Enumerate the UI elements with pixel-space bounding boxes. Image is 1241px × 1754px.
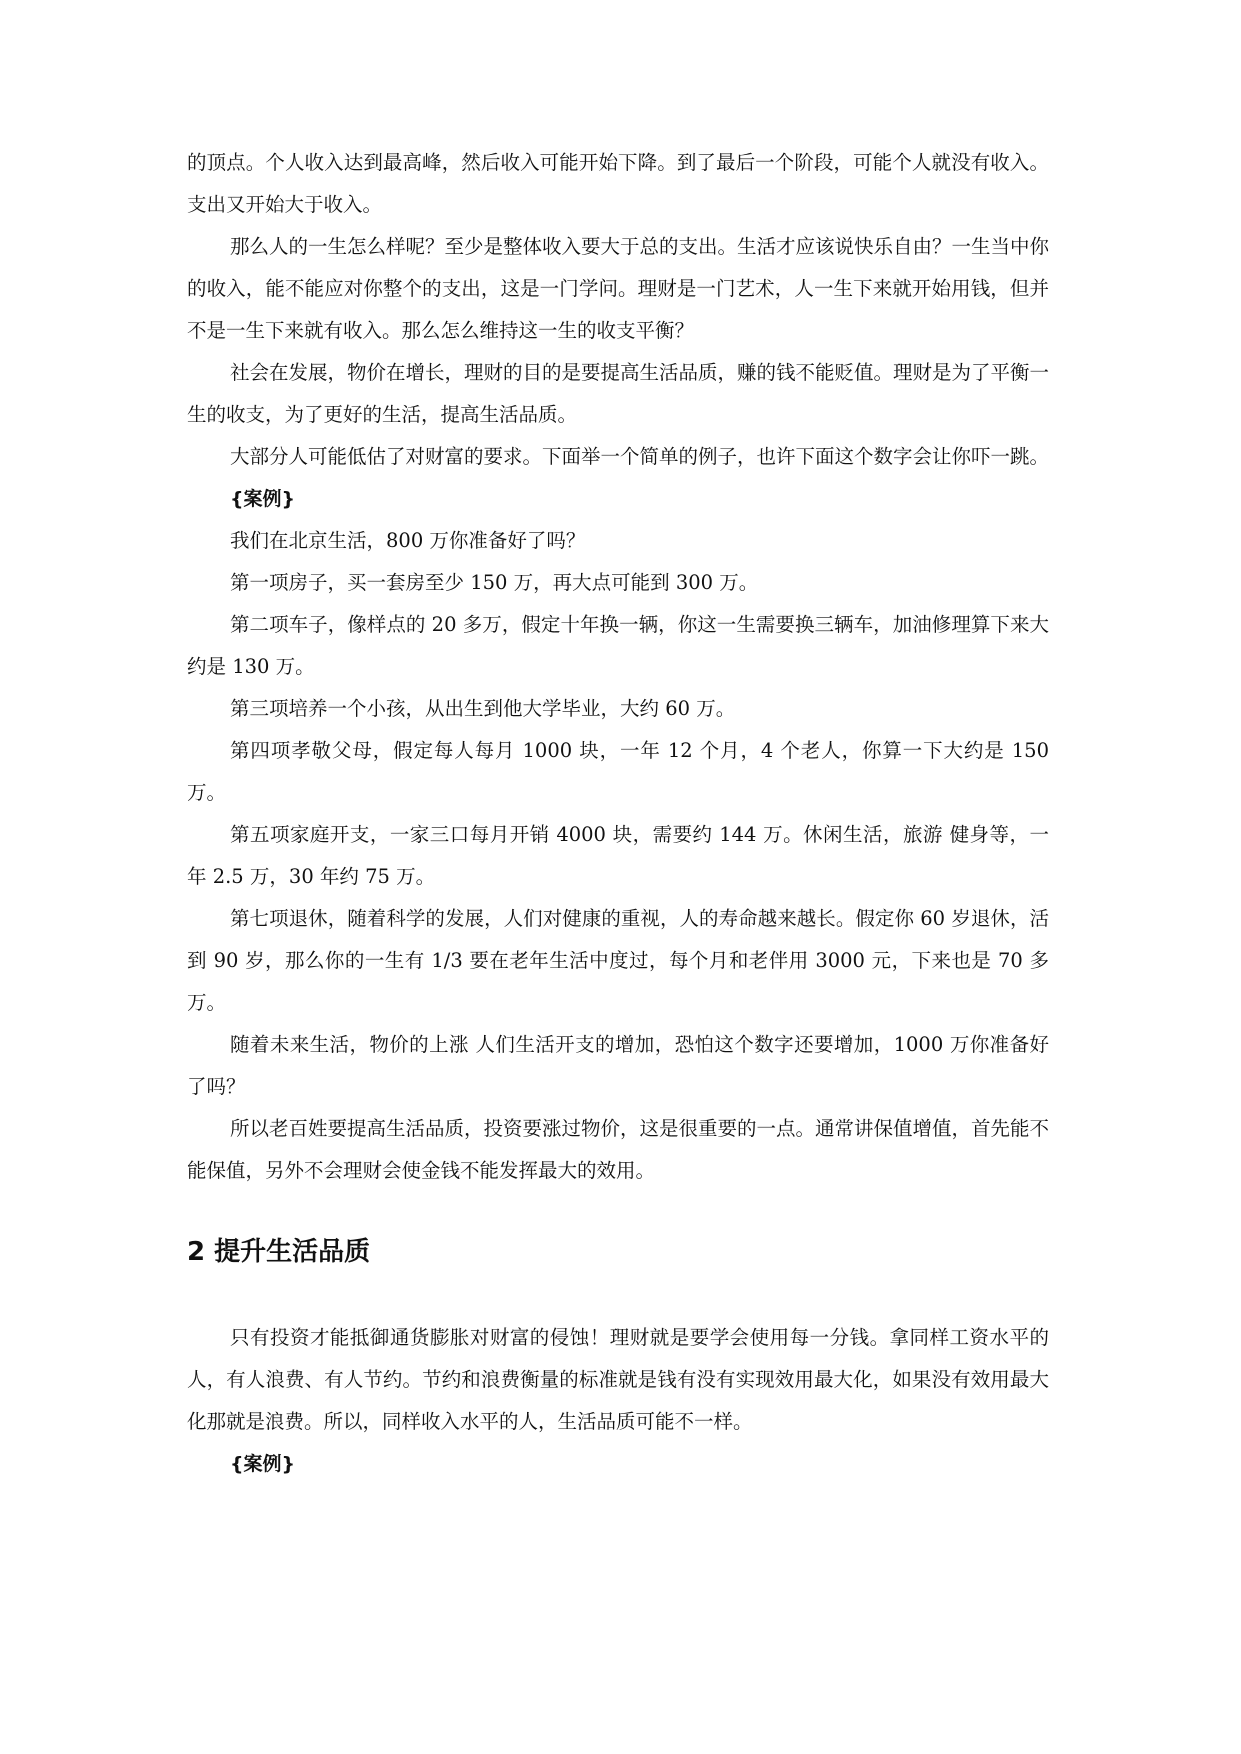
case-paragraph: 我们在北京生活，800 万你准备好了吗？ <box>230 529 586 552</box>
case-paragraph: 第一项房子，买一套房至少 150 万，再大点可能到 300 万。 <box>230 571 759 594</box>
section-title: 2 提升生活品质 <box>187 1237 371 1267</box>
body-paragraph: 大部分人可能低估了对财富的要求。下面举一个简单的例子，也许下面这个数字会让你吓一跳。 <box>230 445 1050 468</box>
case-label: {案例} <box>230 488 296 510</box>
case-paragraph: 所以老百姓要提高生活品质，投资要涨过物价，这是很重要的一点。通常讲保值增值，首先能不能保值，另外不会理财会使金钱不能发挥最大的效用。 <box>187 1117 1050 1182</box>
body-paragraph: 社会在发展，物价在增长，理财的目的是要提高生活品质，赚的钱不能贬值。理财是为了平衡一生的收支，为了更好的生活，提高生活品质。 <box>187 361 1050 426</box>
document-page <box>187 142 1049 1485</box>
case-paragraph: 第四项孝敬父母，假定每人每月 1000 块，一年 12 个月，4 个老人，你算一下大约是 150 万。 <box>187 739 1049 804</box>
body-paragraph: 的顶点。个人收入达到最高峰，然后收入可能开始下降。到了最后一个阶段，可能个人就没有收入。支出又开始大于收入。 <box>187 151 1049 216</box>
case-paragraph: 第七项退休，随着科学的发展，人们对健康的重视，人的寿命越来越长。假定你 60 岁退休，活到 90 岁，那么你的一生有 1/3 要在老年生活中度过，每个月和老伴用 3000 元，下来也是 70 多万。 <box>187 907 1049 1014</box>
case-paragraph: 第二项车子，像样点的 20 多万，假定十年换一辆，你这一生需要换三辆车，加油修理算下来大约是 130 万。 <box>187 613 1049 678</box>
case-paragraph: 第五项家庭开支，一家三口每月开销 4000 块，需要约 144 万。休闲生活，旅游 健身等，一年 2.5 万，30 年约 75 万。 <box>187 823 1049 888</box>
body-paragraph: 那么人的一生怎么样呢？至少是整体收入要大于总的支出。生活才应该说快乐自由？一生当中你的收入，能不能应对你整个的支出，这是一门学问。理财是一门艺术，人一生下来就开始用钱，但并不是一生下来就有收入。那么怎么维持这一生的收支平衡？ <box>187 235 1050 342</box>
case-paragraph: 随着未来生活，物价的上涨 人们生活开支的增加，恐怕这个数字还要增加，1000 万你准备好了吗？ <box>187 1033 1049 1098</box>
case-paragraph: 第三项培养一个小孩，从出生到他大学毕业，大约 60 万。 <box>230 697 736 720</box>
case-label: {案例} <box>230 1453 296 1475</box>
section-paragraph: 只有投资才能抵御通货膨胀对财富的侵蚀！理财就是要学会使用每一分钱。拿同样工资水平的人，有人浪费、有人节约。节约和浪费衡量的标准就是钱有没有实现效用最大化，如果没有效用最大化那就是浪费。所以，同样收入水平的人，生活品质可能不一样。 <box>187 1326 1049 1433</box>
